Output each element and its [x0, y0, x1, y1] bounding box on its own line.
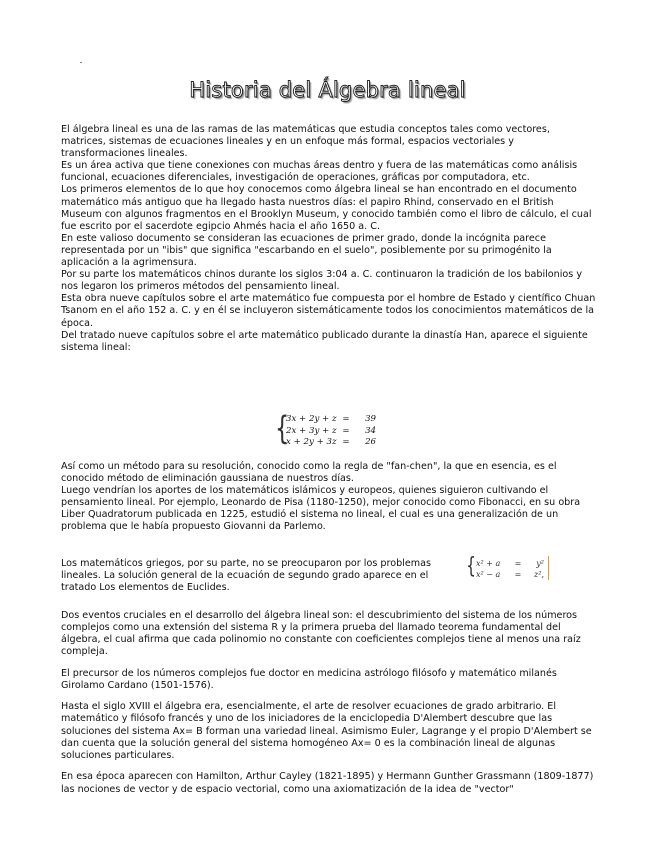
left-brace-glyph: {: [466, 554, 476, 579]
paragraph: Por su parte los matemáticos chinos durante los siglos 3:04 a. C. continuaron la tradición de los babilonios y nos legaron los primeros métodos del pensamiento lineal.: [61, 269, 582, 293]
equation-row: x + 2y + 3z = 26: [286, 437, 376, 447]
paragraph: El precursor de los números complejos fue doctor en medicina astrólogo filósofo y matemático milanés Girolamo Cardano (1501-1576).: [61, 667, 557, 691]
body-text-bottom: [61, 600, 596, 805]
paragraph: En esa época aparecen con Hamilton, Arthur Cayley (1821-1895) y Hermann Gunther Grassmann (1809-1877) las nociones de vector y de espacio vectorial, como una axiomatización de la idea de "vector": [61, 771, 594, 795]
paragraph: Dos eventos cruciales en el desarrollo del álgebra lineal son: el descubrimiento del sistema de los números complejos como una extensión del sistema R y la primera prueba del llamado teorema fundamental del álgebra, el cual afirma que cada polinomio no constante con coeficientes complejos tiene al menos una raíz compleja.: [61, 609, 581, 657]
paragraph: Del tratado nueve capítulos sobre el arte matemático publicado durante la dinastía Han, aparece el siguiente sistema lineal:: [61, 329, 588, 353]
page-title: Historia del Álgebra lineal: [189, 78, 466, 102]
paragraph: En este valioso documento se consideran las ecuaciones de primer grado, donde la incógnita parece representada por un "ibis" que significa "escarbando en el suelo", posiblemente por su primogénito la aplicación a la agrimensura.: [61, 232, 552, 269]
equation-row: x² − a = z²,: [476, 570, 544, 579]
paragraph-greek: Los matemáticos griegos, por su parte, no se preocuparon por los problemas lineales. La solución general de la ecuación de segundo grado aparece en el tratado Los elementos de Euclides.: [61, 558, 431, 594]
body-text-mid: [61, 461, 596, 534]
equation-row: 3x + 2y + z = 39: [286, 414, 376, 424]
paragraph: El álgebra lineal es una de las ramas de las matemáticas que estudia conceptos tales como vectores, matrices, sistemas de ecuaciones lineales y en un enfoque más formal, espacios vectoriales y transformaciones lineales.: [61, 124, 550, 160]
paragraph: Esta obra nueve capítulos sobre el arte matemático fue compuesta por el hombre de Estado y científico Chuan Tsanom en el año 152 a. C. y en él se incluyeron sistemáticamente todos los conocimientos matemáticos de la época.: [61, 293, 596, 329]
paragraph: Así como un método para su resolución, conocido como la regla de "fan-chen", la que en esencia, es el conocido método de eliminación gaussiana de nuestros días.: [61, 461, 557, 485]
left-brace-glyph: {: [275, 409, 290, 447]
equation-row: x² + a = y²: [476, 559, 544, 568]
page-mark: [80, 62, 82, 63]
paragraph: Es un área activa que tiene conexiones con muchas áreas dentro y fuera de las matemáticas como análisis funcional, ecuaciones diferenciales, investigación de operaciones, gráficas por computadora, etc.: [61, 160, 578, 184]
paragraph: Luego vendrían los aportes de los matemáticos islámicos y europeos, quienes siguieron cultivando el pensamiento lineal. Por ejemplo, Leonardo de Pisa (1180-1250), mejor conocido como Fibonacci, en su obra Liber Quadratorum publicada en 1225, estudió el sistema no lineal, el cual es una generalización de un problema que le había propuesto Giovanni da Parlemo.: [61, 485, 581, 533]
body-text-top: [61, 124, 596, 354]
paragraph: Hasta el siglo XVIII el álgebra era, esencialmente, el arte de resolver ecuaciones de grado arbitrario. El matemático y filósofo francés y uno de los iniciadores de la enciclopedia D'Alembert descubre que las soluciones del sistema Ax= B forman una variedad lineal. Asimismo Euler, Lagrange y el propio D'Alembert se dan cuenta que la solución general del sistema homogéneo Ax= 0 es la combinación lineal de algunas soluciones particulares.: [61, 701, 592, 761]
margin-bar: [548, 556, 549, 580]
equation-row: 2x + 3y + z = 34: [286, 425, 376, 436]
paragraph: Los primeros elementos de lo que hoy conocemos como álgebra lineal se han encontrado en el documento matemático más antiguo que ha llegado hasta nuestros días: el papiro Rhind, conservado en el British Museum con algunos fragmentos en el Brooklyn Museum, y conocido también como el libro de cálculo, el cual fue escrito por el sacerdote egipcio Ahmés hacia el año 1650 a. C.: [61, 184, 592, 232]
